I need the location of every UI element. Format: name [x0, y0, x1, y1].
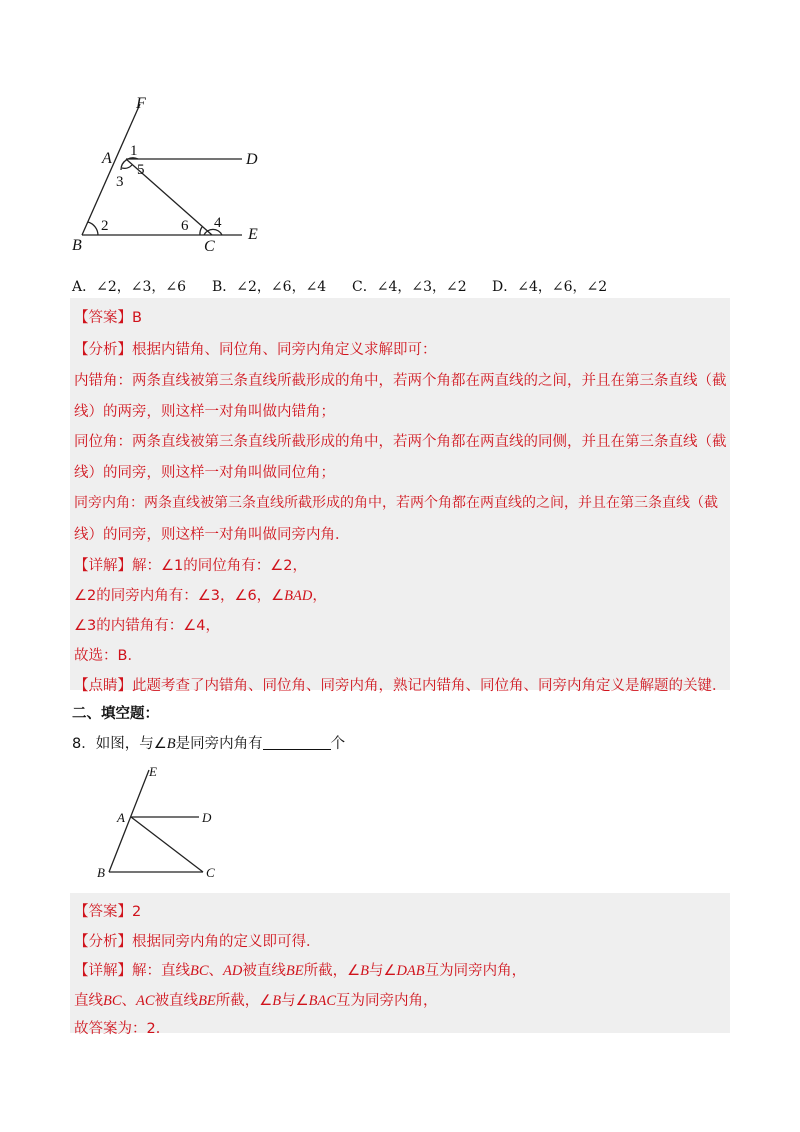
q7-detail3: ∠3的内错角有：∠4，	[74, 618, 220, 634]
label-D: D	[246, 151, 258, 168]
angle-label-2: 2	[101, 218, 109, 234]
q8-detail1: 【详解】解：直线BC、AD被直线BE所截，∠B与∠DAB互为同旁内角，	[74, 963, 527, 979]
label-D: D	[202, 810, 212, 825]
label-F: F	[136, 95, 146, 112]
q7-answer: 【答案】B	[74, 310, 142, 326]
angle-arc-3	[122, 165, 132, 168]
angle-arc-6	[200, 227, 202, 235]
angle-label-4: 4	[214, 215, 222, 231]
q7-analysis: 【分析】根据内错角、同位角、同旁内角定义求解即可：	[74, 342, 437, 358]
option-c: C．∠4，∠3，∠2	[352, 279, 467, 295]
q7-def3-line2: 线）的同旁，则这样一对角叫做同旁内角．	[74, 527, 350, 543]
q8-conclusion: 故答案为：2．	[74, 1021, 171, 1037]
q7-detail2: ∠2的同旁内角有：∠3，∠6，∠BAD，	[74, 588, 327, 604]
label-A: A	[102, 150, 112, 167]
angle-label-3: 3	[116, 174, 124, 190]
q7-def1-line2: 线）的两旁，则这样一对角叫做内错角；	[74, 404, 335, 420]
label-B: B	[97, 865, 105, 880]
q7-comment: 【点睛】此题考查了内错角、同位角、同旁内角，熟记内错角、同位角、同旁内角定义是解题的关键．	[74, 678, 727, 694]
section-heading: 二、填空题：	[72, 706, 159, 722]
line-BE	[109, 770, 149, 872]
q7-def3-line1: 同旁内角：两条直线被第三条直线所截形成的角中，若两个角都在两直线的之间，并且在第三条直线（截	[74, 495, 718, 511]
q7-def1-line1: 内错角：两条直线被第三条直线所截形成的角中，若两个角都在两直线的之间，并且在第三条直线（截	[74, 373, 727, 389]
q8-analysis: 【分析】根据同旁内角的定义即可得．	[74, 934, 321, 950]
q8-answer: 【答案】2	[74, 904, 142, 920]
q7-def2-line1: 同位角：两条直线被第三条直线所截形成的角中，若两个角都在两直线的同侧，并且在第三条直线（截	[74, 434, 727, 450]
label-C: C	[204, 238, 215, 255]
line-BF	[82, 104, 140, 235]
angle-label-5: 5	[137, 162, 145, 178]
q7-def2-line2: 线）的同旁，则这样一对角叫做同位角；	[74, 465, 335, 481]
option-d: D．∠4，∠6，∠2	[492, 279, 608, 295]
label-E: E	[248, 226, 258, 243]
label-B: B	[72, 237, 82, 254]
label-E: E	[149, 764, 157, 779]
q8-detail2: 直线BC、AC被直线BE所截，∠B与∠BAC互为同旁内角，	[74, 993, 438, 1009]
question-8: 8．如图，与∠B是同旁内角有 个	[72, 736, 346, 752]
figure-parallel-lines	[60, 90, 280, 255]
angle-label-6: 6	[181, 218, 189, 234]
option-a: A．∠2，∠3，∠6	[72, 279, 187, 295]
label-C: C	[206, 865, 215, 880]
figure-triangle	[95, 762, 230, 884]
label-A: A	[117, 810, 125, 825]
q7-choose: 故选：B．	[74, 648, 142, 664]
angle-label-1: 1	[130, 143, 138, 159]
option-b: B．∠2，∠6，∠4	[212, 279, 327, 295]
line-AC	[131, 817, 203, 872]
answer-blank[interactable]	[263, 735, 331, 750]
q7-detail1: 【详解】解：∠1的同位角有：∠2，	[74, 558, 307, 574]
answer-options	[72, 276, 632, 296]
angle-arc-2	[88, 222, 98, 235]
